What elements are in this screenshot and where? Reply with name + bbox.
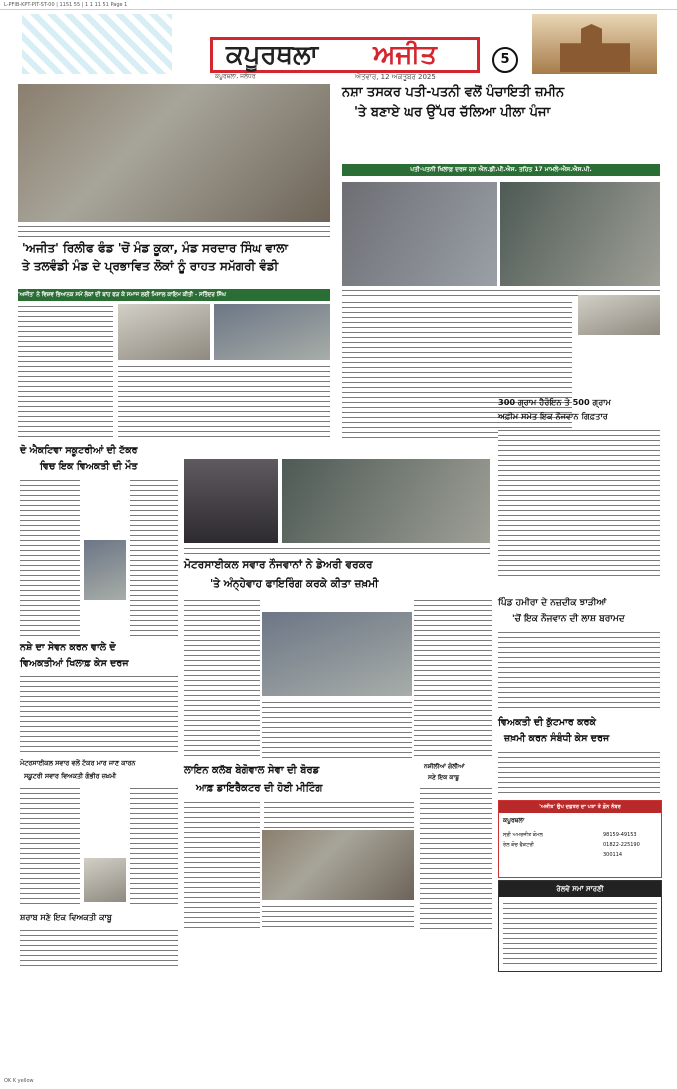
intox-headline-1: ਨਸ਼ੀਲੀਆਂ ਗੋਲੀਆਂ <box>424 763 465 770</box>
contact-row1-label: ਸ੍ਰੀ ਅਮਰਜੀਤ ਕੋਮਲ <box>503 832 543 838</box>
collision-body-col2 <box>130 478 178 638</box>
beating-body <box>498 750 660 794</box>
contact-row2-value: 01822-225190 <box>603 842 640 848</box>
office-contact-box <box>498 800 662 878</box>
relief-photo-2 <box>118 304 210 360</box>
scooter-headline-2: ਸਕੂਟਰੀ ਸਵਾਰ ਵਿਅਕਤੀ ਗੰਭੀਰ ਜ਼ਖ਼ਮੀ <box>24 772 117 780</box>
firing-police-photo <box>282 459 490 543</box>
scooter-headline-1: ਮੋਟਰਸਾਈਕਲ ਸਵਾਰ ਵਲੋਂ ਟੱਕਰ ਮਾਰ ਜਾਣ ਕਾਰਨ <box>20 759 136 767</box>
firing-headline-1: ਮੋਟਰਸਾਈਕਲ ਸਵਾਰ ਨੌਜਵਾਨਾਂ ਨੇ ਡੇਅਰੀ ਵਰਕਰ <box>184 559 373 571</box>
drugs-headline-2: ਵਿਅਕਤੀਆਂ ਖਿਲਾਫ਼ ਕੇਸ ਦਰਜ <box>20 658 129 669</box>
firing-body-col3 <box>414 598 492 758</box>
lead-headline-1: ਨਸ਼ਾ ਤਸਕਰ ਪਤੀ-ਪਤਨੀ ਵਲੋਂ ਪੰਚਾਇਤੀ ਜ਼ਮੀਨ <box>342 85 565 100</box>
masthead-paper: ਅਜੀਤ <box>333 40 477 70</box>
lead-headline-2: 'ਤੇ ਬਣਾਏ ਘਰ ਉੱਪਰ ਚੱਲਿਆ ਪੀਲਾ ਪੰਜਾ <box>354 105 551 120</box>
collision-headline-2: ਵਿਚ ਇਕ ਵਿਅਕਤੀ ਦੀ ਮੌਤ <box>40 461 138 472</box>
contact-row3-value: 300114 <box>603 852 623 858</box>
relief-headline-1: 'ਅਜੀਤ' ਰਿਲੀਫ ਫੰਡ 'ਚੋਂ ਮੰਡ ਕੂਕਾ, ਮੰਡ ਸਰਦਾਰ ਸਿੰਘ ਵਾਲਾ <box>22 241 288 255</box>
hamira-body <box>498 630 660 710</box>
firing-headline-2: 'ਤੇ ਅੰਨ੍ਹੇਵਾਹ ਫਾਇਰਿੰਗ ਕਰਕੇ ਕੀਤਾ ਜ਼ਖ਼ਮੀ <box>210 578 379 590</box>
drugs-body <box>20 674 178 754</box>
railway-title: ਰੇਲਵੇ ਸਮਾਂ ਸਾਰਣੀ <box>499 881 661 897</box>
heroin-headline-2: ਅਫ਼ੀਮ ਸਮੇਤ ਇਕ ਨੌਜਵਾਨ ਗਿਫ਼ਤਾਰ <box>498 411 608 421</box>
heroin-body <box>498 428 660 580</box>
relief-body-col2 <box>118 364 330 439</box>
intox-headline-2: ਸਣੇ ਇਕ ਕਾਬੂ <box>428 774 459 781</box>
lions-body-col2 <box>262 904 414 930</box>
masthead-sub: ਕਪੂਰਥਲਾ, ਜਲੰਧਰ <box>215 73 256 80</box>
relief-headline-2: ਤੇ ਤਲਵੰਡੀ ਮੰਡ ਦੇ ਪ੍ਰਭਾਵਿਤ ਲੋਕਾਂ ਨੂੰ ਰਾਹਤ ਸਮੱਗਰੀ ਵੰਡੀ <box>22 259 279 273</box>
hamira-headline-2: 'ਚੋਂ ਇਕ ਨੌਜਵਾਨ ਦੀ ਲਾਸ਼ ਬਰਾਮਦ <box>512 614 625 624</box>
scooter-victim-photo <box>84 858 126 902</box>
relief-photo <box>18 84 330 222</box>
scooter-body-col2 <box>130 786 178 906</box>
lead-photo-police <box>500 182 660 286</box>
contact-row2-label: ਰੇਲ ਕੋਚ ਫੈਕਟਰੀ <box>503 842 534 848</box>
contact-row1-value: 98159-49153 <box>603 832 637 838</box>
collision-victim-photo <box>84 540 126 600</box>
lead-subhead-bar: ਪਤੀ-ਪਤਨੀ ਖਿਲਾਫ਼ ਦਰਜ ਹਨ ਐਨ.ਡੀ.ਪੀ.ਐਸ. ਤਹਿਤ 17 ਮਾਮਲੇ-ਐਸ.ਐਸ.ਪੀ. <box>342 164 660 176</box>
liquor-headline: ਸ਼ਰਾਬ ਸਣੇ ਇਕ ਵਿਅਕਤੀ ਕਾਬੂ <box>20 913 112 922</box>
scooter-body-col1 <box>20 786 80 906</box>
lions-headline-1: ਲਾਇਨ ਕਲੱਬ ਬੇਗੋਵਾਲ ਸੇਵਾ ਦੀ ਬੋਰਡ <box>184 765 320 776</box>
heroin-photo <box>578 295 660 335</box>
masthead-left-artwork <box>22 14 172 74</box>
firing-body-col1 <box>184 598 260 758</box>
masthead-city: ਕਪੂਰਥਲਾ <box>213 40 331 70</box>
relief-body-col1 <box>18 304 113 439</box>
collision-headline-1: ਦੋ ਐਕਟਿਵਾ ਸਕੂਟਰੀਆਂ ਦੀ ਟੱਕਰ <box>20 445 138 456</box>
firing-body-col2 <box>262 700 412 758</box>
relief-subhead-bar: 'ਅਜੀਤ' ਨੇ ਵਿਸ਼ਵ ਭਿਆਨਕ ਸਮੇਂ ਲੋਕਾਂ ਦੀ ਬਾਂਹ ਫੜ ਕੇ ਸਮਾਜ ਲਈ ਮਿਸਾਲ ਕਾਇਮ ਕੀਤੀ - ਸਤਿੰਦਰ ਸਿੰਘ <box>18 289 330 301</box>
firing-victim-photo <box>184 459 278 543</box>
intox-body <box>420 786 492 930</box>
contact-city: ਕਪੂਰਥਲਾ <box>503 817 525 824</box>
railway-timetable <box>498 880 662 972</box>
contact-box-title: 'ਅਜੀਤ' ਉਪ ਦਫ਼ਤਰ ਦਾ ਪਤਾ ਤੇ ਫ਼ੋਨ ਨੰਬਰ <box>499 801 661 813</box>
print-slug: L-PFIB-KPT-PIT-ST-00 | 1151 55 | 1 1 11 51 Page 1 <box>0 0 677 10</box>
lead-photo-demolition <box>342 182 497 286</box>
lions-headline-2: ਆਫ਼ ਡਾਇਰੈਕਟਰ ਦੀ ਹੋਈ ਮੀਟਿੰਗ <box>196 783 323 794</box>
lions-body-col1 <box>184 800 260 930</box>
railway-rows <box>503 901 657 967</box>
lions-body-top <box>264 800 414 828</box>
relief-photo-caption <box>18 224 330 238</box>
lions-meeting-photo <box>262 830 414 900</box>
hamira-headline-1: ਪਿੰਡ ਹਮੀਰਾ ਦੇ ਨਜ਼ਦੀਕ ਝਾੜੀਆਂ <box>498 598 607 608</box>
beating-headline-1: ਵਿਅਕਤੀ ਦੀ ਕੁੱਟਮਾਰ ਕਰਕੇ <box>498 717 596 728</box>
beating-headline-2: ਜ਼ਖ਼ਮੀ ਕਰਨ ਸੰਬੰਧੀ ਕੇਸ ਦਰਜ <box>504 733 610 744</box>
collision-body-col1 <box>20 478 80 638</box>
drugs-headline-1: ਨਸ਼ੇ ਦਾ ਸੇਵਨ ਕਰਨ ਵਾਲੇ ਦੋ <box>20 642 116 653</box>
liquor-body <box>20 928 178 968</box>
issue-date: ਐਤਵਾਰ, 12 ਅਕਤੂਬਰ 2025 <box>355 73 436 81</box>
heroin-headline-1: 300 ਗ੍ਰਾਮ ਹੈਰੋਇਨ ਤੇ 500 ਗ੍ਰਾਮ <box>498 397 612 407</box>
print-footer: OK K yellow <box>4 1078 34 1084</box>
firing-photo-caption <box>184 546 490 554</box>
page-number: 5 <box>492 47 518 73</box>
relief-photo-3 <box>214 304 330 360</box>
hospital-photo <box>262 612 412 696</box>
